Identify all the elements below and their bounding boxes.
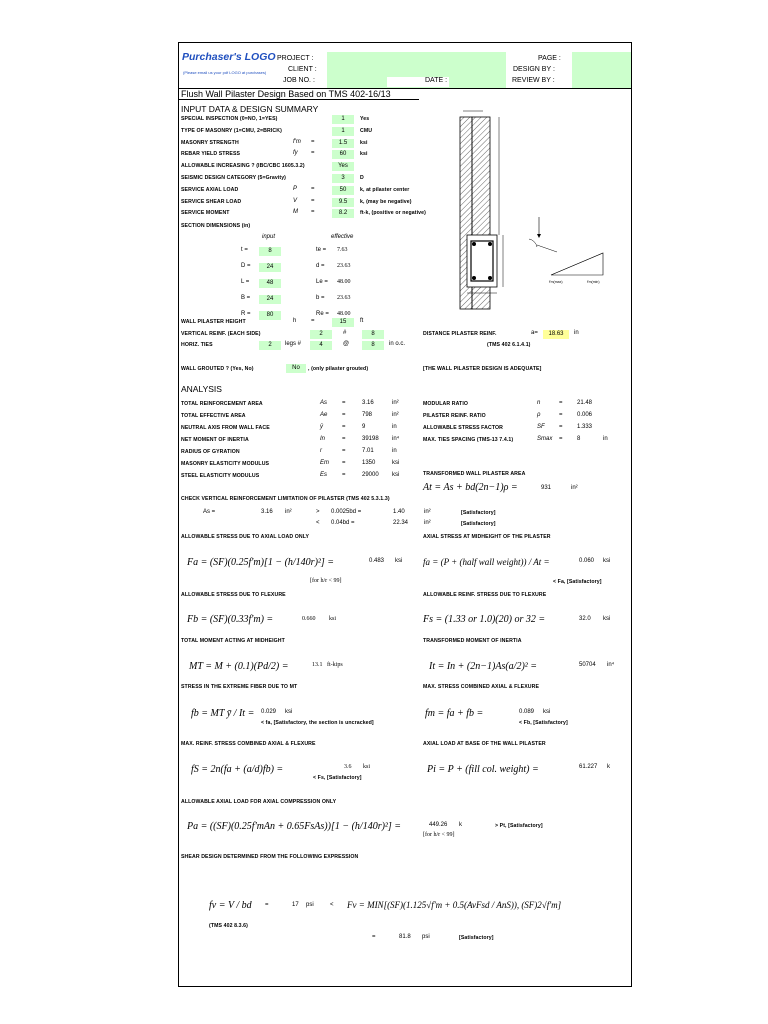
height-sym: h xyxy=(293,318,297,324)
check-status: [Satisfactory] xyxy=(461,521,496,527)
check-expr: 0.0025bd = xyxy=(331,509,362,515)
analysis-label: TOTAL EFFECTIVE AREA xyxy=(181,413,246,419)
date-label: DATE : xyxy=(425,77,448,84)
it-formula: It = In + (2n−1)As(a/2)² = xyxy=(429,661,538,672)
analysis-symbol: As xyxy=(320,400,328,406)
fa-act-value: 0.060 xyxy=(579,558,595,564)
input-value[interactable]: 3 xyxy=(332,174,354,183)
input-value[interactable]: 1 xyxy=(332,127,354,136)
input-eq: = xyxy=(311,185,315,192)
fa-act-formula: fa = (P + (half wall weight)) / At = xyxy=(423,557,550,567)
fv-lt: < xyxy=(330,902,334,908)
analysis-value: 8 xyxy=(577,436,581,442)
page-label: PAGE : xyxy=(538,55,561,62)
pa-satisfactory: > Pt, [Satisfactory] xyxy=(495,823,543,829)
fs-heading: ALLOWABLE REINF. STRESS DUE TO FLEXURE xyxy=(423,592,547,598)
input-unit: CMU xyxy=(360,127,373,134)
check-label: CHECK VERTICAL REINFORCEMENT LIMITATION OF PILASTER (TMS 402 5.3.1.3) xyxy=(181,496,390,502)
analysis-unit: in xyxy=(603,436,608,442)
analysis-value: 7.01 xyxy=(362,448,374,454)
height-unit: ft xyxy=(360,318,364,324)
analysis-label: TOTAL REINFORCEMENT AREA xyxy=(181,401,263,407)
input-label: TYPE OF MASONRY (1=CMU, 2=BRICK) xyxy=(181,127,282,134)
horiz-ties-spacing[interactable]: 8 xyxy=(362,341,384,350)
input-symbol: P xyxy=(293,185,298,192)
mt-formula: MT = M + (0.1)(Pd/2) = xyxy=(189,661,289,672)
height-input[interactable]: 15 xyxy=(332,318,354,327)
horiz-ties-legs: legs # xyxy=(285,341,302,347)
check-unit: in² xyxy=(424,520,431,526)
pa-value: 449.26 xyxy=(429,822,448,828)
dim-label: B = xyxy=(241,295,251,301)
fbb-formula: fb = MT ȳ / It = xyxy=(191,708,255,719)
analysis-value: 798 xyxy=(362,412,373,418)
fv-value: 17 xyxy=(292,902,299,908)
input-symbol: M xyxy=(293,209,298,216)
purchaser-logo: Purchaser's LOGO xyxy=(182,51,276,63)
effective-head: effective xyxy=(331,234,354,240)
analysis-unit: in⁴ xyxy=(392,436,400,442)
fbb-note: < fa, [Satisfactory, the section is uncracked] xyxy=(261,720,374,726)
fss-unit: ksi xyxy=(363,764,371,770)
analysis-unit: in xyxy=(392,424,397,430)
analysis-eq: = xyxy=(559,424,563,430)
fss-value: 3.6 xyxy=(344,764,352,770)
analysis-label: MODULAR RATIO xyxy=(423,401,469,407)
fa-note: [for h/r < 99] xyxy=(310,578,342,584)
fm-unit: ksi xyxy=(543,709,551,715)
check-op: < xyxy=(316,520,320,526)
analysis-label: MAX. TIES SPACING (TMS-13 7.4.1) xyxy=(423,437,514,443)
input-label: ALLOWABLE INCREASING ? (IBC/CBC 1605.3.2) xyxy=(181,163,305,170)
check-value: 22.34 xyxy=(393,520,409,526)
analysis-label: RADIUS OF GYRATION xyxy=(181,449,240,455)
analysis-eq: = xyxy=(559,400,563,406)
analysis-symbol: SF xyxy=(537,424,545,430)
fv-formula: fv = V / bd xyxy=(209,900,252,911)
Fv-value: 81.8 xyxy=(399,934,411,940)
analysis-value: 3.16 xyxy=(362,400,374,406)
it-heading: TRANSFORMED MOMENT OF INERTIA xyxy=(423,638,522,644)
Fv-satisfactory: [Satisfactory] xyxy=(459,935,494,941)
Fv-unit: psi xyxy=(422,934,430,940)
check-value: 3.16 xyxy=(261,509,273,515)
input-symbol: f'm xyxy=(293,138,301,145)
dim-eff-label: Le = xyxy=(316,279,328,285)
fbb-unit: ksi xyxy=(285,709,293,715)
input-value[interactable]: 1.5 xyxy=(332,139,354,148)
horiz-ties-count[interactable]: 2 xyxy=(259,341,281,350)
dim-input[interactable]: 80 xyxy=(259,311,281,320)
analysis-unit: ksi xyxy=(392,460,400,466)
input-value[interactable]: 60 xyxy=(332,150,354,159)
height-eq: = xyxy=(311,318,315,324)
input-eq: = xyxy=(311,197,315,204)
check-expr: 0.04bd = xyxy=(331,520,355,526)
fb-heading: ALLOWABLE STRESS DUE TO FLEXURE xyxy=(181,592,286,598)
analysis-symbol: Es xyxy=(320,472,328,478)
analysis-heading: ANALYSIS xyxy=(181,384,222,394)
dim-label: R = xyxy=(241,311,251,317)
analysis-label: NET MOMENT OF INERTIA xyxy=(181,437,249,443)
input-eq: = xyxy=(311,209,315,216)
fm-value: 0.089 xyxy=(519,709,535,715)
fm-heading: MAX. STRESS COMBINED AXIAL & FLEXURE xyxy=(423,684,540,690)
check-unit: in² xyxy=(424,509,431,515)
project-label: PROJECT : xyxy=(277,55,314,62)
input-unit: ksi xyxy=(360,151,368,158)
fv-ref: (TMS 402 8.3.6) xyxy=(209,923,248,929)
analysis-symbol: ȳ xyxy=(320,424,323,430)
dim-label: D = xyxy=(241,263,251,269)
Fv-eq: = xyxy=(372,934,376,940)
dim-eff-label: b = xyxy=(316,295,325,301)
input-value[interactable]: 1 xyxy=(332,115,354,124)
analysis-label: ALLOWABLE STRESS FACTOR xyxy=(423,425,504,431)
dist-value: 18.63 xyxy=(543,330,569,339)
vert-reinf-hash: # xyxy=(343,330,347,336)
input-symbol: fy xyxy=(293,150,298,157)
transformed-area-value: 931 xyxy=(541,485,552,491)
pi-unit: k xyxy=(607,764,610,770)
grout-label: WALL GROUTED ? (Yes, No) xyxy=(181,366,254,372)
pilaster-section-diagram xyxy=(457,107,637,312)
pi-formula: Pi = P + (fill col. weight) = xyxy=(427,764,539,775)
analysis-value: 39198 xyxy=(362,436,379,442)
fa-act-heading: AXIAL STRESS AT MIDHEIGHT OF THE PILASTER xyxy=(423,534,551,540)
input-value[interactable]: Yes xyxy=(332,162,354,171)
shear-heading: SHEAR DESIGN DETERMINED FROM THE FOLLOWING EXPRESSION xyxy=(181,854,359,860)
svg-text:f'm(max): f'm(max) xyxy=(549,280,563,284)
analysis-symbol: Smax xyxy=(537,436,553,442)
fa-act-unit: ksi xyxy=(603,558,611,564)
height-label: WALL PILASTER HEIGHT xyxy=(181,319,246,325)
analysis-symbol: ρ xyxy=(537,412,541,418)
pa-note: [for h/r < 99] xyxy=(423,832,455,838)
input-eq: = xyxy=(311,150,315,157)
dist-ref: (TMS 402 6.1.4.1) xyxy=(487,342,531,348)
input-value[interactable]: 50 xyxy=(332,186,354,195)
pi-heading: AXIAL LOAD AT BASE OF THE WALL PILASTER xyxy=(423,741,546,747)
dim-input[interactable]: 24 xyxy=(259,295,281,304)
analysis-eq: = xyxy=(342,448,346,454)
input-eq: = xyxy=(311,138,315,145)
analysis-label: STEEL ELASTICITY MODULUS xyxy=(181,473,260,479)
input-unit: ksi xyxy=(360,139,368,146)
dim-eff-label: d = xyxy=(316,263,325,269)
review-by-label: REVIEW BY : xyxy=(512,77,555,84)
analysis-eq: = xyxy=(342,472,346,478)
pa-unit: k xyxy=(459,822,462,828)
pa-heading: ALLOWABLE AXIAL LOAD FOR AXIAL COMPRESSION ONLY xyxy=(181,799,337,805)
fa-formula: Fa = (SF)(0.25f'm)[1 − (h/140r)²] = xyxy=(187,557,335,568)
check-sym: As = xyxy=(203,509,216,515)
vert-reinf-size[interactable]: 8 xyxy=(362,330,384,339)
Fv-formula: Fv = MIN[(SF)(1.125√f'm + 0.5(AvFsd / AnS)), (SF)2√f'm] xyxy=(347,900,562,910)
dims-label: SECTION DIMENSIONS (in) xyxy=(181,223,251,229)
fv-unit: psi xyxy=(306,902,314,908)
dim-label: L = xyxy=(241,279,250,285)
dim-eff-value: 23.63 xyxy=(337,263,351,269)
input-label: SERVICE AXIAL LOAD xyxy=(181,186,239,193)
it-unit: in⁴ xyxy=(607,662,615,668)
design-verdict: [THE WALL PILASTER DESIGN IS ADEQUATE] xyxy=(423,366,542,372)
fs-unit: ksi xyxy=(603,616,611,622)
analysis-value: 9 xyxy=(362,424,366,430)
fb-formula: Fb = (SF)(0.33f'm) = xyxy=(187,614,274,625)
fs-value: 32.0 xyxy=(579,616,591,622)
fs-formula: Fs = (1.33 or 1.0)(20) or 32 = xyxy=(423,614,546,625)
fv-eq: = xyxy=(265,902,269,908)
analysis-eq: = xyxy=(559,436,563,442)
input-label: MASONRY STRENGTH xyxy=(181,139,239,146)
analysis-label: PILASTER REINF. RATIO xyxy=(423,413,486,419)
fm-formula: fm = fa + fb = xyxy=(425,708,484,719)
page-field[interactable] xyxy=(572,52,631,88)
grout-note: , (only pilaster grouted) xyxy=(308,366,369,372)
dim-eff-value: 23.63 xyxy=(337,295,351,301)
design-by-label: DESIGN BY : xyxy=(513,66,555,73)
input-label: REBAR YIELD STRESS xyxy=(181,151,241,158)
fbb-heading: STRESS IN THE EXTREME FIBER DUE TO MT xyxy=(181,684,298,690)
analysis-eq: = xyxy=(342,400,346,406)
analysis-value: 1.333 xyxy=(577,424,593,430)
input-label: SERVICE SHEAR LOAD xyxy=(181,198,242,205)
fa-unit: ksi xyxy=(395,558,403,564)
transformed-area-formula: At = As + bd(2n−1)ρ = xyxy=(423,482,518,493)
check-op: > xyxy=(316,509,320,515)
dim-input[interactable]: 48 xyxy=(259,279,281,288)
horiz-ties-label: HORIZ. TIES xyxy=(181,342,213,348)
vert-reinf-count[interactable]: 2 xyxy=(310,330,332,339)
input-section-heading: INPUT DATA & DESIGN SUMMARY xyxy=(181,104,319,114)
it-value: 50704 xyxy=(579,662,596,668)
divider xyxy=(179,99,419,100)
fss-heading: MAX. REINF. STRESS COMBINED AXIAL & FLEXURE xyxy=(181,741,316,747)
analysis-unit: in² xyxy=(392,412,399,418)
horiz-ties-unit: in o.c. xyxy=(389,341,406,347)
analysis-eq: = xyxy=(342,460,346,466)
calc-sheet xyxy=(178,42,632,987)
transformed-area-unit: in² xyxy=(571,485,578,491)
input-head: input xyxy=(262,234,276,240)
analysis-eq: = xyxy=(342,412,346,418)
analysis-label: NEUTRAL AXIS FROM WALL FACE xyxy=(181,425,270,431)
input-symbol: V xyxy=(293,197,298,204)
analysis-unit: in xyxy=(392,448,397,454)
fss-formula: fS = 2n(fa + (a/d)fb) = xyxy=(191,764,284,775)
input-label: SPECIAL INSPECTION (0=NO, 1=YES) xyxy=(181,116,278,122)
transformed-area-label: TRANSFORMED WALL PILASTER AREA xyxy=(423,471,526,477)
horiz-ties-size[interactable]: 4 xyxy=(310,341,332,350)
input-label: SEISMIC DESIGN CATEGORY (5=Gravity) xyxy=(181,175,287,181)
analysis-eq: = xyxy=(342,436,346,442)
input-value[interactable]: 9.5 xyxy=(332,198,354,207)
analysis-symbol: r xyxy=(320,448,322,454)
analysis-unit: in² xyxy=(392,400,399,406)
vert-reinf-label: VERTICAL REINF. (EACH SIDE) xyxy=(181,331,261,337)
fbb-value: 0.029 xyxy=(261,709,277,715)
input-label: SERVICE MOMENT xyxy=(181,210,230,217)
dim-eff-value: 7.63 xyxy=(337,247,348,253)
mt-value: 13.1 xyxy=(312,662,323,668)
dim-eff-value: 48.00 xyxy=(337,279,351,285)
dist-label: DISTANCE PILASTER REINF. xyxy=(423,331,497,337)
fa-heading: ALLOWABLE STRESS DUE TO AXIAL LOAD ONLY xyxy=(181,534,310,540)
analysis-value: 21.48 xyxy=(577,400,593,406)
svg-text:f'm(min): f'm(min) xyxy=(587,280,600,284)
check-status: [Satisfactory] xyxy=(461,510,496,516)
fa-value: 0.483 xyxy=(369,558,385,564)
fss-note: < Fs, [Satisfactory] xyxy=(313,775,362,781)
fb-unit: ksi xyxy=(329,616,337,622)
analysis-symbol: Ae xyxy=(320,412,328,418)
logo-note: (Please email us your pdf LOGO at purchases) xyxy=(183,70,267,75)
input-unit: ft-k, (positive or negative) xyxy=(360,210,426,217)
analysis-unit: ksi xyxy=(392,472,400,478)
dim-eff-label: Re = xyxy=(316,311,329,317)
analysis-value: 1350 xyxy=(362,460,376,466)
analysis-label: MASONRY ELASTICITY MODULUS xyxy=(181,461,270,467)
check-value: 1.40 xyxy=(393,509,405,515)
horiz-ties-at: @ xyxy=(343,341,350,347)
input-unit: k, at pilaster center xyxy=(360,186,410,193)
dist-unit: in xyxy=(574,330,579,336)
client-label: CLIENT : xyxy=(288,66,317,73)
input-value[interactable]: 8.2 xyxy=(332,209,354,218)
dist-sym: a= xyxy=(531,330,538,336)
pi-value: 61.227 xyxy=(579,764,598,770)
fa-act-note: < Fa, [Satisfactory] xyxy=(553,579,602,585)
mt-heading: TOTAL MOMENT ACTING AT MIDHEIGHT xyxy=(181,638,285,644)
analysis-value: 29000 xyxy=(362,472,379,478)
analysis-symbol: Em xyxy=(320,460,329,466)
fb-value: 0.660 xyxy=(302,616,316,622)
input-unit: k, (may be negative) xyxy=(360,198,412,205)
check-unit: in² xyxy=(285,509,292,515)
grout-input[interactable]: No xyxy=(286,364,306,373)
input-unit: D xyxy=(360,175,364,181)
input-unit: Yes xyxy=(360,116,370,122)
dim-input[interactable]: 24 xyxy=(259,263,281,272)
dim-label: t = xyxy=(241,247,248,253)
analysis-eq: = xyxy=(559,412,563,418)
dim-eff-label: te = xyxy=(316,247,327,253)
mt-unit: ft-kips xyxy=(327,662,343,668)
analysis-eq: = xyxy=(342,424,346,430)
analysis-symbol: n xyxy=(537,400,541,406)
fm-note: < Fb, [Satisfactory] xyxy=(519,720,568,726)
pa-formula: Pa = ((SF)(0.25f'mAn + 0.65FsAs))[1 − (h/140r)²] = xyxy=(187,821,402,832)
analysis-symbol: In xyxy=(320,436,326,442)
analysis-value: 0.006 xyxy=(577,412,593,418)
job-label: JOB NO. : xyxy=(283,77,315,84)
sheet-title: Flush Wall Pilaster Design Based on TMS 402-16/13 xyxy=(181,89,391,99)
dim-input[interactable]: 8 xyxy=(259,247,281,256)
dim-eff-value: 48.00 xyxy=(337,311,351,317)
